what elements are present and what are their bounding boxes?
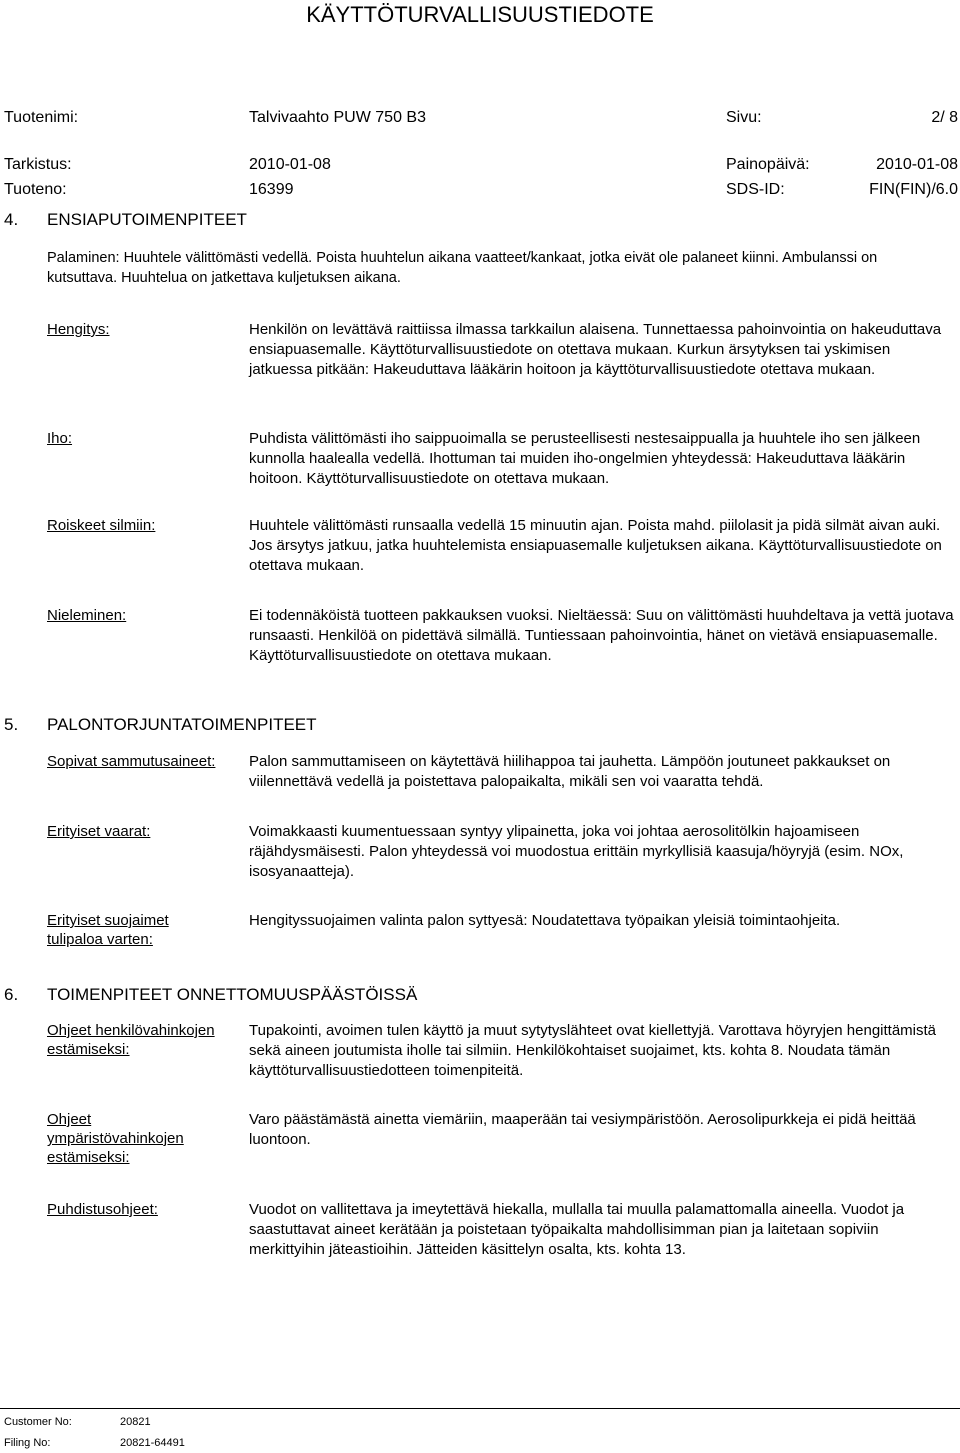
label-henkilovahinkojen: Ohjeet henkilövahinkojen estämiseksi:	[47, 1022, 215, 1058]
label-hengitys: Hengitys:	[47, 321, 110, 338]
document-title: KÄYTTÖTURVALLISUUSTIEDOTE	[306, 2, 654, 27]
section-6-title: TOIMENPITEET ONNETTOMUUSPÄÄSTÖISSÄ	[47, 985, 418, 1004]
label-erityiset-vaarat: Erityiset vaarat:	[47, 823, 151, 840]
text-sopivat-sammutusaineet: Palon sammuttamiseen on käytettävä hiilihappoa tai jauhetta. Lämpöön joutuneet pakkaukset on viilennettävä vedellä ja poistettava palopaikalta, mikäli sen voi vaaratta tehdä.	[249, 753, 891, 790]
text-hengitys: Henkilön on levättävä raittiissa ilmassa tarkkailun alaisena. Tunnettaessa pahoinvointia on hakeuduttava ensiapuasemalle. Käyttöturvallisuustiedote on otettava mukaan. Kurkun ärsytyksen tai yskimisen jatkuessa pitkään: Hakeuduttava lääkärin hoitoon ja käyttöturvallisuustiedote otettava mukaan.	[249, 321, 942, 378]
label-nieleminen: Nieleminen:	[47, 607, 127, 624]
text-erityiset-suojaimet: Hengityssuojaimen valinta palon syttyesä: Noudatettava työpaikan yleisiä toimintaohjeita.	[249, 912, 841, 929]
label-sopivat-sammutusaineet: Sopivat sammutusaineet:	[47, 753, 216, 770]
label-roiskeet-silmiin: Roiskeet silmiin:	[47, 517, 156, 534]
section-4-title: ENSIAPUTOIMENPITEET	[47, 210, 247, 229]
tuoteno-label: Tuoteno:	[4, 181, 67, 198]
text-ymparistovahinkojen: Varo päästämästä ainetta viemäriin, maaperään tai vesiympäristöön. Aerosolipurkkeja ei pidä heittää luontoon.	[249, 1111, 916, 1148]
section-5-title: PALONTORJUNTATOIMENPITEET	[47, 715, 317, 734]
sds-id-value: FIN(FIN)/6.0	[869, 181, 958, 198]
tuotenimi-value: Talvivaahto PUW 750 B3	[249, 109, 426, 126]
filing-no-label: Filing No:	[4, 1437, 51, 1449]
label-ymparistovahinkojen: Ohjeet ympäristövahinkojen estämiseksi:	[47, 1111, 184, 1166]
label-iho: Iho:	[47, 430, 73, 447]
footer-rule	[0, 1408, 960, 1409]
text-iho: Puhdista välittömästi iho saippuoimalla se perusteellisesti nestesaippualla ja huuhtele iho sen jälkeen kunnolla haalealla vedellä. Ihottuman tai muiden iho-ongelmien yhteydessä: Hakeuduttava lääkärin hoitoon. Käyttöturvallisuustiedote on otettava mukaan.	[249, 430, 921, 487]
label-puhdistusohjeet: Puhdistusohjeet:	[47, 1201, 158, 1218]
painopaiva-label: Painopäivä:	[726, 156, 810, 173]
tuotenimi-label: Tuotenimi:	[4, 109, 79, 126]
tuoteno-value: 16399	[249, 181, 294, 198]
text-roiskeet-silmiin: Huuhtele välittömästi runsaalla vedellä 15 minuutin ajan. Poista mahd. piilolasit ja pidä silmät aivan auki. Jos ärsytys jatkuu, jatka huuhtelemista ensiapuasemalle kuljetuksen aikana. Käyttöturvallisuustiedote on otettava mukaan.	[249, 517, 942, 574]
text-nieleminen: Ei todennäköistä tuotteen pakkauksen vuoksi. Nieltäessä: Suu on välittömästi huuhdeltava ja vettä juotava runsaasti. Henkilöä on pidettävä silmällä. Tuntiessaan pahoinvointia, hänet on vietävä ensiapuasemalle. Käyttöturvallisuustiedote on otettava mukaan.	[249, 607, 954, 664]
text-henkilovahinkojen: Tupakointi, avoimen tulen käyttö ja muut sytytyslähteet ovat kiellettyjä. Varottava höyryjen hengittämistä sekä aineen joutumista iholle tai silmiin. Henkilökohtaiset suojaimet, kts. kohta 8. Noudata tämän käyttöturvallisuustiedotteen toimenpiteitä.	[249, 1022, 937, 1079]
label-erityiset-suojaimet: Erityiset suojaimet tulipaloa varten:	[47, 912, 169, 948]
tarkistus-value: 2010-01-08	[249, 156, 331, 173]
section-4-intro: Palaminen: Huuhtele välittömästi vedellä. Poista huuhtelun aikana vaatteet/kankaat, jotka eivät ole palaneet kiinni. Ambulanssi on kutsuttava. Huuhtelua on jatkettava kuljetuksen aikana.	[47, 250, 878, 286]
section-4-number: 4.	[4, 210, 19, 229]
sivu-label: Sivu:	[726, 109, 762, 126]
text-puhdistusohjeet: Vuodot on vallitettava ja imeytettävä hiekalla, mullalla tai muulla palamattomalla aineella. Vuodot ja saastuttavat aineet kerätään ja poistetaan työpaikalta mahdollisimman pian ja laitetaan sopiviin merkittyihin jäteastioihin. Jätteiden käsittelyn osalta, kts. kohta 13.	[249, 1201, 905, 1258]
painopaiva-value: 2010-01-08	[876, 156, 958, 173]
customer-no-label: Customer No:	[4, 1416, 72, 1428]
sivu-value: 2/ 8	[931, 109, 958, 126]
customer-no-value: 20821	[120, 1416, 151, 1428]
section-6-number: 6.	[4, 985, 19, 1004]
text-erityiset-vaarat: Voimakkaasti kuumentuessaan syntyy ylipainetta, joka voi johtaa aerosolitölkin hajoamiseen räjähdysmäisesti. Palon yhteydessä voi muodostua erittäin myrkyllisiä kaasuja/höyryjä (esim. NOx, isosyanaatteja).	[249, 823, 904, 880]
sds-id-label: SDS-ID:	[726, 181, 785, 198]
filing-no-value: 20821-64491	[120, 1437, 185, 1449]
tarkistus-label: Tarkistus:	[4, 156, 72, 173]
section-5-number: 5.	[4, 715, 19, 734]
